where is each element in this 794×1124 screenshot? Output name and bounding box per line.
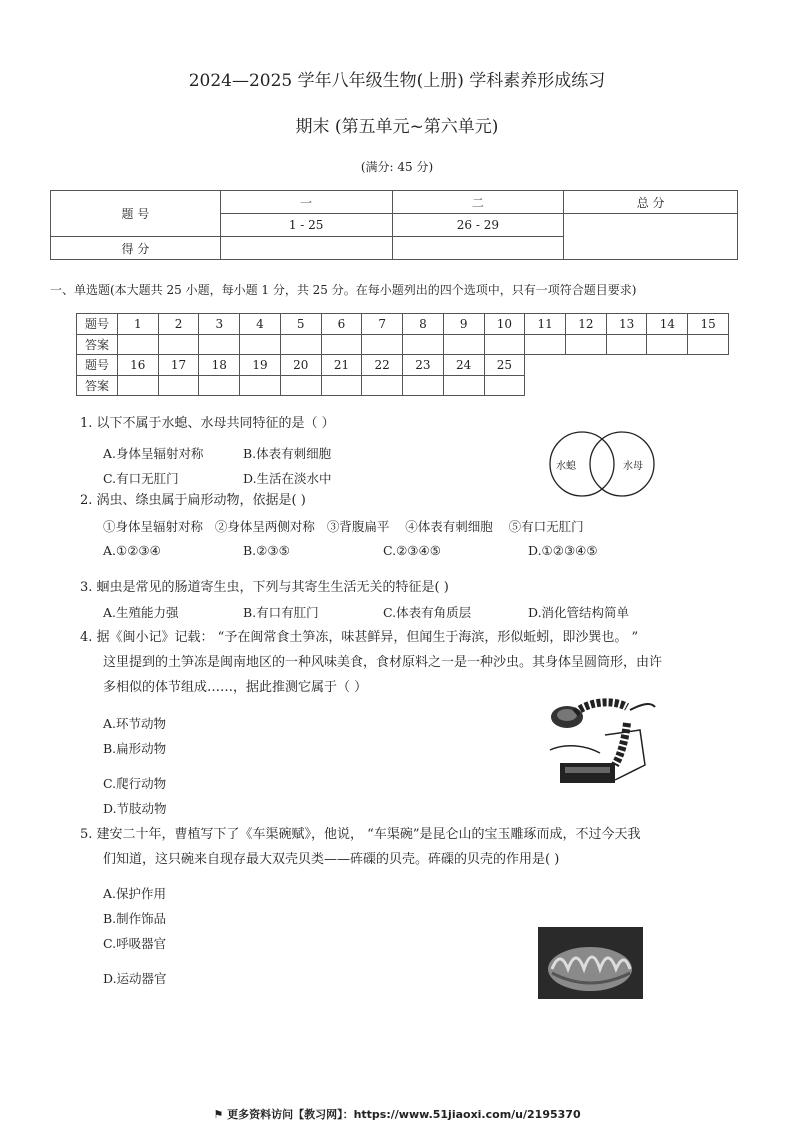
answer-cell[interactable] bbox=[362, 375, 403, 396]
answer-table-blank bbox=[525, 355, 729, 396]
answer-label-tihao: 题号 bbox=[77, 314, 118, 335]
answer-cell[interactable] bbox=[280, 334, 321, 355]
score-header-total: 总 分 bbox=[564, 191, 738, 214]
qnum: 14 bbox=[647, 314, 688, 335]
section-heading: 一、单选题(本大题共 25 小题，每小题 1 分，共 25 分。在每小题列出的四个选项中，只有一项符合题目要求) bbox=[50, 283, 637, 297]
venn-circle-right bbox=[590, 432, 654, 496]
answer-cell[interactable] bbox=[688, 334, 729, 355]
q1-stem: 1. 以下不属于水螅、水母共同特征的是（ ） bbox=[80, 416, 335, 431]
q1-option-a[interactable]: A.身体呈辐射对称 bbox=[103, 446, 204, 461]
q2-option-c[interactable]: C.②③④⑤ bbox=[383, 543, 441, 558]
answer-cell[interactable] bbox=[403, 334, 444, 355]
qnum: 1 bbox=[117, 314, 158, 335]
q4-line3: 多相似的体节组成……，据此推测它属于（ ） bbox=[103, 680, 368, 695]
qnum: 10 bbox=[484, 314, 525, 335]
footer-link[interactable] bbox=[0, 1106, 794, 1122]
score-cell-2[interactable] bbox=[392, 237, 564, 260]
qnum: 6 bbox=[321, 314, 362, 335]
q4-option-a[interactable]: A.环节动物 bbox=[103, 716, 167, 731]
q1-option-c[interactable]: C.有口无肛门 bbox=[103, 471, 179, 486]
q2-option-b[interactable]: B.②③⑤ bbox=[243, 543, 290, 558]
qnum: 3 bbox=[199, 314, 240, 335]
q4-option-b[interactable]: B.扁形动物 bbox=[103, 741, 167, 756]
score-header-yi: 一 bbox=[220, 191, 392, 214]
answer-cell[interactable] bbox=[199, 334, 240, 355]
q3-option-d[interactable]: D.消化管结构简单 bbox=[528, 605, 630, 620]
score-range-2: 26 - 29 bbox=[392, 214, 564, 237]
q5-option-b[interactable]: B.制作饰品 bbox=[103, 911, 167, 926]
footer-text: 更多资料访问【教习网】：https://www.51jiaoxi.com/u/2195370 bbox=[227, 1108, 581, 1121]
qnum: 21 bbox=[321, 355, 362, 376]
answer-cell[interactable] bbox=[158, 375, 199, 396]
venn-label-right: 水母 bbox=[623, 461, 643, 472]
answer-cell[interactable] bbox=[443, 375, 484, 396]
q3-option-a[interactable]: A.生殖能力强 bbox=[103, 605, 179, 620]
answer-cell[interactable] bbox=[240, 375, 281, 396]
venn-label-left: 水螅 bbox=[556, 461, 576, 472]
qnum: 19 bbox=[240, 355, 281, 376]
sandworm-jelly-illustration bbox=[545, 695, 660, 790]
answer-cell[interactable] bbox=[117, 334, 158, 355]
q5-line2: 们知道，这只碗来自现存最大双壳贝类——砗磲的贝壳。砗磲的贝壳的作用是( ) bbox=[103, 852, 560, 867]
q5-option-a[interactable]: A.保护作用 bbox=[103, 886, 167, 901]
q1-option-b[interactable]: B.体表有刺细胞 bbox=[243, 446, 332, 461]
score-label-defen: 得 分 bbox=[51, 237, 221, 260]
page-subtitle: 期末 (第五单元~第六单元) bbox=[295, 117, 499, 137]
answer-cell[interactable] bbox=[362, 334, 403, 355]
qnum: 17 bbox=[158, 355, 199, 376]
qnum: 8 bbox=[403, 314, 444, 335]
q4-option-d[interactable]: D.节肢动物 bbox=[103, 801, 167, 816]
qnum: 24 bbox=[443, 355, 484, 376]
q4-line1: 4. 据《闽小记》记载： “予在闽常食土笋冻，味甚鲜异，但闻生于海滨，形似蚯蚓，即沙巽也。 ” bbox=[80, 630, 639, 645]
q3-stem: 3. 蛔虫是常见的肠道寄生虫，下列与其寄生生活无关的特征是( ) bbox=[80, 580, 449, 595]
q5-line1: 5. 建安二十年，曹植写下了《车渠碗赋》，他说， “车渠碗”是昆仑山的宝玉雕琢而成，不过今天我 bbox=[80, 827, 641, 842]
answer-cell[interactable] bbox=[158, 334, 199, 355]
score-cell-1[interactable] bbox=[220, 237, 392, 260]
score-header-er: 二 bbox=[392, 191, 564, 214]
qnum: 22 bbox=[362, 355, 403, 376]
answer-cell[interactable] bbox=[117, 375, 158, 396]
score-table bbox=[50, 190, 738, 260]
q2-stem: 2. 涡虫、绦虫属于扁形动物，依据是( ) bbox=[80, 493, 306, 508]
answer-cell[interactable] bbox=[280, 375, 321, 396]
q5-option-c[interactable]: C.呼吸器官 bbox=[103, 936, 167, 951]
answer-cell[interactable] bbox=[240, 334, 281, 355]
answer-cell[interactable] bbox=[321, 334, 362, 355]
answer-table bbox=[76, 313, 729, 396]
qnum: 12 bbox=[566, 314, 607, 335]
q4-line2: 这里提到的土笋冻是闽南地区的一种风味美食，食材原料之一是一种沙虫。其身体呈圆筒形，由许 bbox=[103, 655, 663, 670]
qnum: 20 bbox=[280, 355, 321, 376]
qnum: 15 bbox=[688, 314, 729, 335]
q2-option-d[interactable]: D.①②③④⑤ bbox=[528, 543, 598, 558]
answer-label-daan-2: 答案 bbox=[77, 375, 118, 396]
qnum: 18 bbox=[199, 355, 240, 376]
answer-cell[interactable] bbox=[566, 334, 607, 355]
page-title: 2024—2025 学年八年级生物(上册) 学科素养形成练习 bbox=[188, 71, 606, 91]
answer-cell[interactable] bbox=[525, 334, 566, 355]
answer-cell[interactable] bbox=[321, 375, 362, 396]
answer-cell[interactable] bbox=[199, 375, 240, 396]
score-range-1: 1 - 25 bbox=[220, 214, 392, 237]
flag-icon: ⚑ bbox=[213, 1108, 228, 1121]
answer-cell[interactable] bbox=[403, 375, 444, 396]
qnum: 5 bbox=[280, 314, 321, 335]
qnum: 25 bbox=[484, 355, 525, 376]
qnum: 7 bbox=[362, 314, 403, 335]
giant-clam-photo bbox=[538, 927, 643, 999]
qnum: 9 bbox=[443, 314, 484, 335]
qnum: 13 bbox=[606, 314, 647, 335]
qnum: 23 bbox=[403, 355, 444, 376]
q4-option-c[interactable]: C.爬行动物 bbox=[103, 776, 167, 791]
score-total-cell[interactable] bbox=[564, 214, 738, 260]
answer-cell[interactable] bbox=[484, 375, 525, 396]
q1-option-d[interactable]: D.生活在淡水中 bbox=[243, 471, 332, 486]
q5-option-d[interactable]: D.运动器官 bbox=[103, 971, 167, 986]
score-label-tihao: 题 号 bbox=[51, 191, 221, 237]
qnum: 4 bbox=[240, 314, 281, 335]
answer-cell[interactable] bbox=[606, 334, 647, 355]
answer-label-tihao-2: 题号 bbox=[77, 355, 118, 376]
answer-cell[interactable] bbox=[443, 334, 484, 355]
q2-statements: ①身体呈辐射对称 ②身体呈两侧对称 ③背腹扁平 ④体表有刺细胞 ⑤有口无肛门 bbox=[103, 519, 584, 534]
answer-cell[interactable] bbox=[647, 334, 688, 355]
q3-option-b[interactable]: B.有口有肛门 bbox=[243, 605, 319, 620]
qnum: 11 bbox=[525, 314, 566, 335]
qnum: 16 bbox=[117, 355, 158, 376]
q2-option-a[interactable]: A.①②③④ bbox=[103, 543, 161, 558]
qnum: 2 bbox=[158, 314, 199, 335]
answer-cell[interactable] bbox=[484, 334, 525, 355]
q3-option-c[interactable]: C.体表有角质层 bbox=[383, 605, 472, 620]
full-score: (满分: 45 分) bbox=[360, 160, 434, 174]
answer-label-daan: 答案 bbox=[77, 334, 118, 355]
